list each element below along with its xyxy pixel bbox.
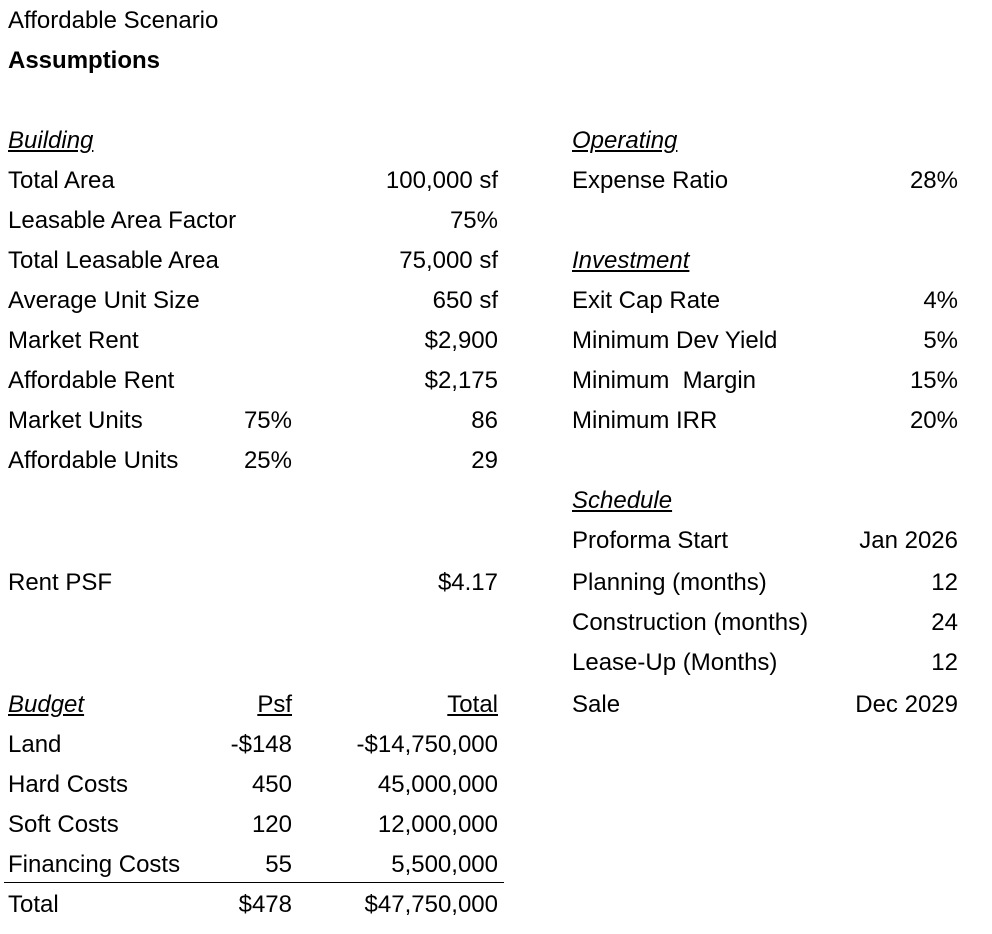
row-label: Total Area [8, 167, 115, 194]
row-label: Affordable Units [8, 447, 179, 474]
row-value: 15% [909, 367, 958, 394]
row-value: $4.17 [437, 569, 498, 596]
row-value: Dec 2029 [855, 691, 958, 718]
budget-total-divider [4, 882, 504, 883]
row-value: 24 [931, 609, 958, 636]
row-total: 12,000,000 [377, 811, 498, 838]
row-label: Total Leasable Area [8, 247, 219, 274]
investment-heading: Investment [572, 247, 690, 274]
row-value: $2,175 [424, 367, 498, 394]
row-label: Affordable Rent [8, 367, 175, 394]
row-value: 29 [471, 447, 498, 474]
row-value: $2,900 [424, 327, 498, 354]
row-label: Soft Costs [8, 811, 119, 838]
row-total: -$14,750,000 [356, 731, 498, 758]
schedule-heading: Schedule [572, 487, 673, 514]
row-label: Total [8, 891, 59, 918]
operating-heading: Operating [572, 127, 678, 154]
row-value: 5% [923, 327, 958, 354]
row-value: 28% [909, 167, 958, 194]
budget-col-psf: Psf [257, 691, 292, 718]
budget-col-total: Total [447, 691, 498, 718]
row-label: Minimum IRR [572, 407, 718, 434]
row-value: Jan 2026 [859, 527, 958, 554]
row-label: Rent PSF [8, 569, 113, 596]
row-label: Market Rent [8, 327, 139, 354]
row-percent: 25% [243, 447, 292, 474]
row-psf: $478 [238, 891, 292, 918]
row-label: Hard Costs [8, 771, 129, 798]
row-label: Sale [572, 691, 621, 718]
budget-heading: Budget [8, 691, 85, 718]
row-value: 12 [931, 569, 958, 596]
row-value: 650 sf [432, 287, 498, 314]
row-psf: -$148 [230, 731, 292, 758]
row-label: Lease-Up (Months) [572, 649, 778, 676]
row-total: 5,500,000 [391, 851, 498, 878]
row-label: Construction (months) [572, 609, 809, 636]
row-value: 75% [449, 207, 498, 234]
row-value: 100,000 sf [385, 167, 498, 194]
sheet-subtitle: Assumptions [8, 47, 161, 74]
row-percent: 75% [243, 407, 292, 434]
row-label: Expense Ratio [572, 167, 729, 194]
row-psf: 120 [251, 811, 292, 838]
row-label: Minimum Margin [572, 367, 757, 394]
row-psf: 450 [251, 771, 292, 798]
row-total: 45,000,000 [377, 771, 498, 798]
building-heading: Building [8, 127, 94, 154]
row-label: Proforma Start [572, 527, 729, 554]
row-label: Land [8, 731, 62, 758]
row-label: Leasable Area Factor [8, 207, 237, 234]
row-value: 20% [909, 407, 958, 434]
row-value: 75,000 sf [399, 247, 498, 274]
row-label: Average Unit Size [8, 287, 200, 314]
row-value: 86 [471, 407, 498, 434]
row-label: Exit Cap Rate [572, 287, 721, 314]
row-psf: 55 [265, 851, 292, 878]
row-label: Financing Costs [8, 851, 181, 878]
row-value: 12 [931, 649, 958, 676]
row-total: $47,750,000 [364, 891, 498, 918]
sheet-title: Affordable Scenario [8, 7, 219, 34]
row-label: Planning (months) [572, 569, 767, 596]
row-label: Minimum Dev Yield [572, 327, 778, 354]
row-value: 4% [923, 287, 958, 314]
row-label: Market Units [8, 407, 143, 434]
